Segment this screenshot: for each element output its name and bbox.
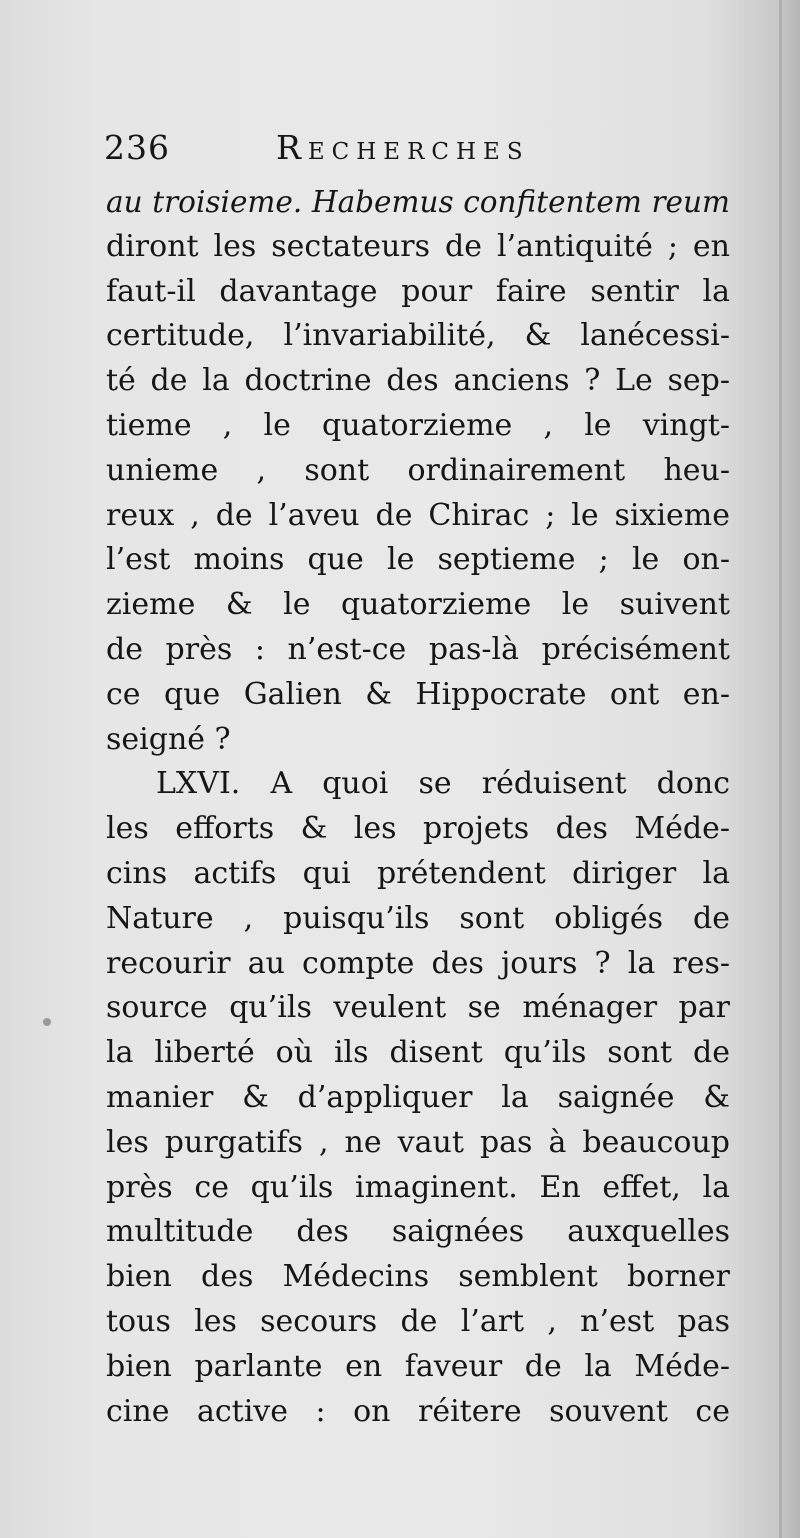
text-line: bien des Médecins semblent borner (106, 1259, 730, 1295)
text-line: cine active : on réitere souvent ce (106, 1393, 730, 1429)
text-line: recourir au compte des jours ? la res- (106, 945, 730, 981)
text-line: les efforts & les projets des Méde- (106, 811, 730, 847)
text-line: faut-il davantage pour faire sentir la (106, 273, 730, 309)
text-line: Nature , puisqu’ils sont obligés de (106, 900, 730, 936)
text-line: tous les secours de l’art , n’est pas (106, 1303, 730, 1339)
text-line: l’est moins que le septieme ; le on- (106, 542, 730, 578)
text-line: unieme , sont ordinairement heu- (106, 452, 730, 488)
text-line: près ce qu’ils imaginent. En effet, la (106, 1169, 730, 1205)
text-line: reux , de l’aveu de Chirac ; le sixieme (106, 497, 730, 533)
text-line: certitude, l’invariabilité, & lanécessi- (106, 318, 730, 354)
text-line: la liberté où ils disent qu’ils sont de (106, 1035, 730, 1071)
page-header (104, 122, 604, 170)
text-line: tieme , le quatorzieme , le vingt- (106, 407, 730, 443)
text-line: bien parlante en faveur de la Méde- (106, 1348, 730, 1384)
text-line: seigné ? (106, 721, 231, 757)
text-line: multitude des saignées auxquelles (106, 1214, 730, 1250)
body-text (106, 180, 730, 1434)
paragraph-start-line: LXVI. A quoi se réduisent donc (156, 766, 730, 802)
text-line: de près : n’est-ce pas-là précisément (106, 631, 730, 667)
paper-spot (43, 1018, 51, 1026)
page-number: 236 (104, 128, 170, 167)
text-line: diront les sectateurs de l’antiquité ; en (106, 228, 730, 264)
text-line: les purgatifs , ne vaut pas à beaucoup (106, 1124, 730, 1160)
running-title: Recherches (276, 128, 530, 167)
text-line: té de la doctrine des anciens ? Le sep- (106, 363, 730, 399)
text-line: ce que Galien & Hippocrate ont en- (106, 676, 730, 712)
text-line: cins actifs qui prétendent diriger la (106, 855, 730, 891)
page-edge-shadow (779, 0, 782, 1538)
text-line: zieme & le quatorzieme le suivent (106, 587, 730, 623)
text-line: manier & d’appliquer la saignée & (106, 1079, 730, 1115)
text-line: au troisieme. Habemus confitentem reum (106, 185, 730, 219)
text-line: source qu’ils veulent se ménager par (106, 990, 730, 1026)
